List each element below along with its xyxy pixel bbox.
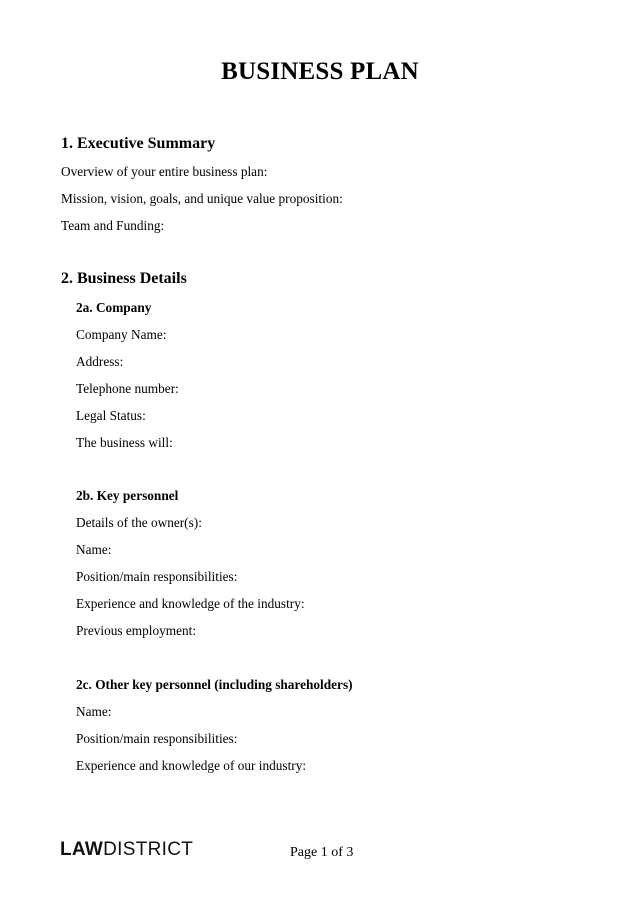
field-label: Previous employment: bbox=[76, 623, 197, 638]
field-label: Position/main responsibilities: bbox=[76, 731, 238, 746]
field-label: Name: bbox=[76, 542, 112, 557]
footer-logo bbox=[60, 839, 193, 861]
field-label: Team and Funding: bbox=[61, 218, 165, 233]
field-label: Overview of your entire business plan: bbox=[61, 164, 268, 179]
page-title: BUSINESS PLAN bbox=[221, 58, 419, 85]
field-label: Experience and knowledge of our industry: bbox=[76, 758, 307, 773]
field-label: Name: bbox=[76, 704, 112, 719]
field-label: Mission, vision, goals, and unique value proposition: bbox=[61, 191, 343, 206]
field-label: Details of the owner(s): bbox=[76, 515, 202, 530]
field-label: The business will: bbox=[76, 435, 173, 450]
logo-text-district: DISTRICT bbox=[103, 839, 194, 860]
subsection-heading-key-personnel: 2b. Key personnel bbox=[76, 488, 179, 503]
subsection-heading-company: 2a. Company bbox=[76, 300, 152, 315]
field-label: Company Name: bbox=[76, 327, 167, 342]
field-label: Experience and knowledge of the industry: bbox=[76, 596, 305, 611]
field-label: Address: bbox=[76, 354, 124, 369]
section-heading-executive-summary: 1. Executive Summary bbox=[61, 135, 216, 152]
field-label: Legal Status: bbox=[76, 408, 146, 423]
logo-text-law: LAW bbox=[60, 839, 104, 860]
section-heading-business-details: 2. Business Details bbox=[61, 270, 187, 287]
page-number: Page 1 of 3 bbox=[290, 845, 354, 860]
field-label: Position/main responsibilities: bbox=[76, 569, 238, 584]
subsection-heading-other-key-personnel: 2c. Other key personnel (including shareholders) bbox=[76, 677, 353, 692]
field-label: Telephone number: bbox=[76, 381, 179, 396]
